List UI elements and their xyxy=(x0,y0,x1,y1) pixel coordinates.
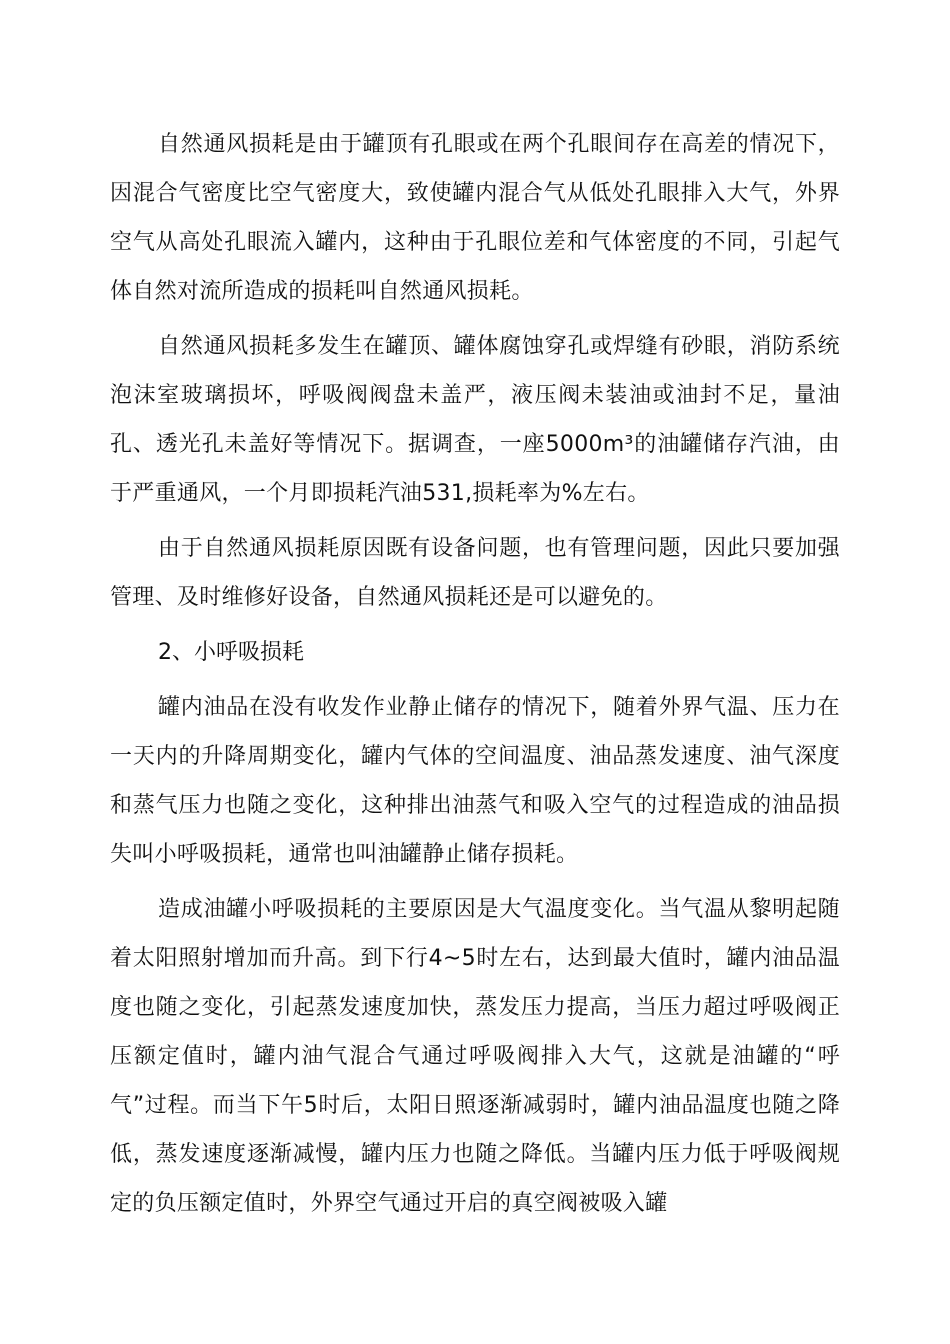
paragraph-natural-ventilation-prevention: 由于自然通风损耗原因既有设备问题，也有管理问题，因此只要加强管理、及时维修好设备，自然通风损耗还是可以避免的。 xyxy=(110,536,840,610)
paragraph-natural-ventilation-causes: 自然通风损耗多发生在罐顶、罐体腐蚀穿孔或焊缝有砂眼，消防系统泡沫室玻璃损坏，呼吸阀阀盘未盖严，液压阀未装油或油封不足，量油孔、透光孔未盖好等情况下。据调查，一座5000m³的油罐储存汽油，由于严重通风，一个月即损耗汽油531,损耗率为%左右。 xyxy=(110,334,840,506)
section-heading-small-breathing-loss: 2、小呼吸损耗 xyxy=(158,640,304,665)
paragraph-small-breathing-causes: 造成油罐小呼吸损耗的主要原因是大气温度变化。当气温从黎明起随着太阳照射增加而升高。到下行4~5时左右，达到最大值时，罐内油品温度也随之变化，引起蒸发速度加快，蒸发压力提高，当压力超过呼吸阀正压额定值时，罐内油气混合气通过呼吸阀排入大气，这就是油罐的“呼气”过程。而当下午5时后，太阳日照逐渐减弱时，罐内油品温度也随之降低，蒸发速度逐渐减慢，罐内压力也随之降低。当罐内压力低于呼吸阀规定的负压额定值时，外界空气通过开启的真空阀被吸入罐 xyxy=(110,897,840,1216)
document-page xyxy=(110,120,840,1234)
paragraph-small-breathing-definition: 罐内油品在没有收发作业静止储存的情况下，随着外界气温、压力在一天内的升降周期变化，罐内气体的空间温度、油品蒸发速度、油气深度和蒸气压力也随之变化，这种排出油蒸气和吸入空气的过程造成的油品损失叫小呼吸损耗，通常也叫油罐静止储存损耗。 xyxy=(110,695,840,867)
paragraph-natural-ventilation-definition: 自然通风损耗是由于罐顶有孔眼或在两个孔眼间存在高差的情况下，因混合气密度比空气密度大，致使罐内混合气从低处孔眼排入大气，外界空气从高处孔眼流入罐内，这种由于孔眼位差和气体密度的不同，引起气体自然对流所造成的损耗叫自然通风损耗。 xyxy=(110,132,840,304)
